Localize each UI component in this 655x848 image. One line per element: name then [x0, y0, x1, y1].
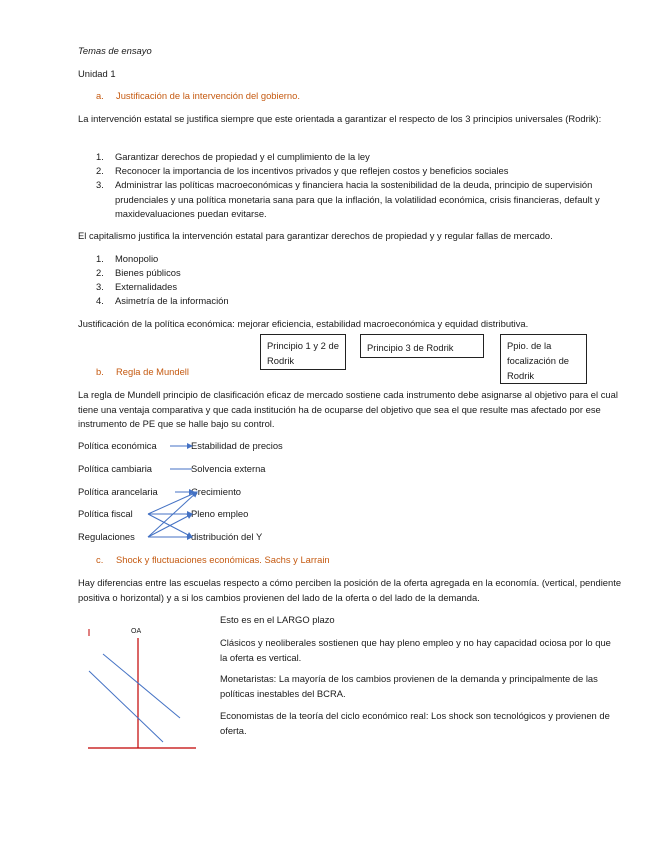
list-text: Garantizar derechos de propiedad y el cumplimiento de la ley	[115, 151, 370, 162]
list-text: Monopolio	[115, 253, 159, 264]
list-number: 3.	[96, 281, 104, 292]
section-a-marker: a.	[96, 90, 104, 101]
mundell-paragraph: La regla de Mundell principio de clasificación eficaz de mercado sostiene cada instrumento debe asignarse al objetivo para el cual tiene una ventaja comparativa y que cada institución ha de ocuparse del objetivo que sea el que resulte mas afectado por ese instrumento de PE que se halle bajo su control.	[78, 389, 618, 429]
list-number: 1.	[96, 151, 104, 162]
school-monetarist: Monetaristas: La mayoría de los cambios provienen de la demanda y principalmente de las políticas inestables del BCRA.	[220, 673, 598, 699]
list-text: Asimetría de la información	[115, 295, 229, 306]
shock-paragraph: Hay diferencias entre las escuelas respecto a cómo perciben la posición de la oferta agregada en la economía. (vertical, pendiente positiva o horizontal) y a si los cambios provienen del lado de la oferta o del lado de la demanda.	[78, 577, 622, 603]
list-text: Reconocer la importancia de los incentivos privados y que reflejen costos y beneficios sociales	[115, 165, 509, 176]
objective-label: Crecimiento	[191, 486, 242, 497]
unit-label: Unidad 1	[78, 68, 116, 79]
list-text: Administrar las políticas macroeconómicas y financiera hacia la sostenibilidad de la deuda, principio de supervisión prudenciales y una política monetaria sana para que la inflación, la volatilidad económica, crisis financieras, default y maxidevaluaciones puedan evitarse.	[115, 179, 600, 219]
objective-label: Pleno empleo	[191, 508, 249, 519]
document-title: Temas de ensayo	[78, 45, 152, 56]
list-number: 2.	[96, 267, 104, 278]
list-text: Bienes públicos	[115, 267, 181, 278]
rodrik-box-2: Principio 3 de Rodrik	[360, 334, 484, 358]
section-c-title: Shock y fluctuaciones económicas. Sachs y Larrain	[116, 554, 330, 565]
section-a-title: Justificación de la intervención del gobierno.	[116, 90, 300, 101]
list-number: 2.	[96, 165, 104, 176]
list-number: 1.	[96, 253, 104, 264]
policy-label: Política económica	[78, 440, 157, 451]
policy-label: Regulaciones	[78, 531, 135, 542]
school-classical: Clásicos y neoliberales sostienen que hay pleno empleo y no hay capacidad ociosa por lo que la oferta es vertical.	[220, 637, 611, 663]
list-text: Externalidades	[115, 281, 178, 292]
policy-label: Política cambiaria	[78, 463, 152, 474]
school-rbc: Economistas de la teoría del ciclo económico real: Los shock son tecnológicos y provienen de oferta.	[220, 710, 610, 736]
list-number: 3.	[96, 179, 104, 190]
graph-oa-label: OA	[131, 628, 142, 635]
graph-demand-curve-2	[89, 671, 163, 742]
rodrik-box-1: Principio 1 y 2 de Rodrik	[260, 334, 346, 370]
list-number: 4.	[96, 295, 104, 306]
rodrik-box-3: Ppio. de la focalización de Rodrik	[500, 334, 587, 384]
section-c-marker: c.	[96, 554, 104, 565]
policy-label: Política fiscal	[78, 508, 133, 519]
objective-label: distribución del Y	[191, 531, 263, 542]
capitalism-paragraph: El capitalismo justifica la intervención estatal para garantizar derechos de propiedad y y regular fallas de mercado.	[78, 230, 553, 241]
long-run-note: Esto es en el LARGO plazo	[220, 614, 335, 625]
policy-label: Política arancelaria	[78, 486, 158, 497]
objective-label: Estabilidad de precios	[191, 440, 283, 451]
section-b-marker: b.	[96, 366, 104, 377]
policy-justification: Justificación de la política económica: mejorar eficiencia, estabilidad macroeconómica y equidad distributiva.	[78, 318, 529, 329]
intervention-paragraph: La intervención estatal se justifica siempre que este orientada a garantizar el respecto de los 3 principios universales (Rodrik):	[78, 113, 602, 124]
objective-label: Solvencia externa	[191, 463, 266, 474]
graph-demand-curve-1	[103, 654, 180, 718]
section-b-title: Regla de Mundell	[116, 366, 189, 377]
